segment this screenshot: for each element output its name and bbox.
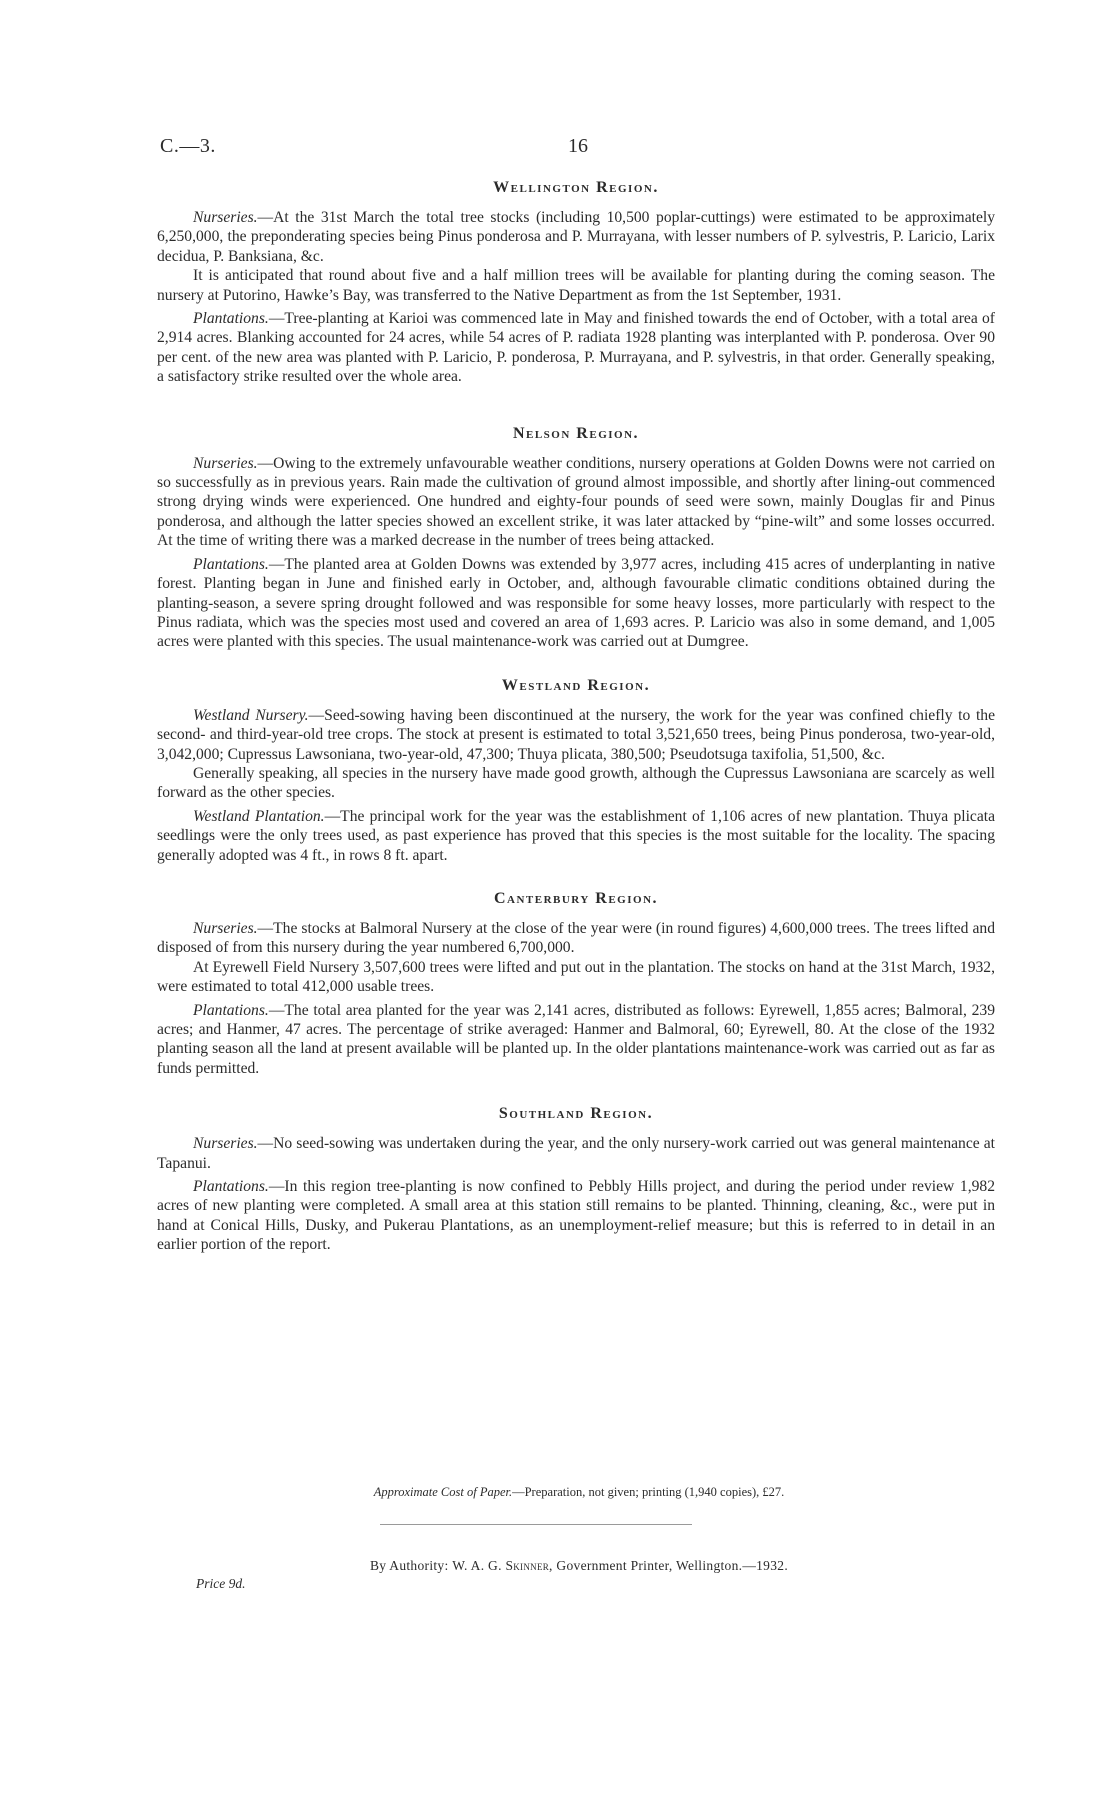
region-title: Wellington Region. (493, 179, 659, 196)
paragraph (157, 807, 995, 865)
region-title: Westland Region. (501, 676, 651, 694)
paragraph-text: At Eyrewell Field Nursery 3,507,600 trees were lifted and put out in the plantation. The stocks on hand at the 31st March, 1932, were estimated to total 412,000 usable trees. (157, 958, 995, 996)
paragraph-text: —At the 31st March the total tree stocks (including 10,500 poplar-cuttings) were estimated to be approximately 6,250,000, the preponderating species being Pinus ponderosa and P. Murrayana, with lesser numbers of P. sylvestris, P. Laricio, Larix decidua, P. Banksiana, &c. (157, 209, 995, 265)
paragraph-lead: Plantations. (193, 1001, 269, 1019)
paragraph (157, 208, 995, 266)
page-number: 16 (568, 135, 588, 157)
cost-label: Approximate Cost of Paper. (373, 1485, 513, 1499)
paragraph (157, 764, 995, 803)
cost-text: —Preparation, not given; printing (1,940 copies), £27. (512, 1485, 785, 1499)
paragraph (157, 309, 995, 387)
page-header (160, 135, 1000, 165)
paragraph-lead: Westland Plantation. (193, 807, 325, 825)
paragraph (157, 919, 995, 958)
paragraph-text: —Seed-sowing having been discontinued at the nursery, the work for the year was confined chiefly to the second- and third-year-old tree crops. The stock at present is estimated to total 3,521,650 trees, being Pinus ponderosa, two-year-old, 3,042,000; Cupressus Lawsoniana, two-year-old, 47,300; Thuya plicata, 380,500; Pseudotsuga taxifolia, 51,500, &c. (157, 706, 995, 763)
paragraph-lead: Nurseries. (193, 209, 258, 226)
document-reference: C.—3. (160, 135, 216, 157)
paragraph-text: —In this region tree-planting is now confined to Pebbly Hills project, and during the period under review 1,982 acres of new planting were completed. A small area at this station still remains to be planted. Thinning, cleaning, &c., were put in hand at Conical Hills, Dusky, and Pukerau Plantations, as an unemployment-relief measure; but this is referred to in detail in an earlier portion of the report. (157, 1178, 995, 1254)
paragraph-text: —The planted area at Golden Downs was extended by 3,977 acres, including 415 acres of underplanting in native forest. Planting began in June and finished early in October, and, although favourable climatic conditions obtained during the planting-season, a severe spring drought followed and was responsible for some heavy losses, more particularly with respect to the Pinus radiata, which was the species most used and covered an area of 1,693 acres. P. Laricio was also in some demand, and 1,005 acres were planted with this species. The usual maintenance-work was carried out at Dumgree. (157, 555, 995, 651)
paragraph-text: Generally speaking, all species in the nursery have made good growth, although the Cupressus Lawsoniana are scarcely as well forward as the other species. (157, 764, 995, 802)
printer-name: W. A. G. Skinner, (452, 1558, 553, 1573)
region-title: Canterbury Region. (493, 889, 659, 907)
paragraph (157, 266, 995, 305)
paragraph-lead: Nurseries. (193, 919, 258, 937)
paragraph (157, 1134, 995, 1173)
footer-divider (380, 1524, 692, 1525)
authority-suffix: Government Printer, Wellington.—1932. (556, 1558, 788, 1573)
region-wellington (157, 178, 995, 387)
printer-authority (160, 1558, 998, 1574)
paragraph-text: —The total area planted for the year was 2,141 acres, distributed as follows: Eyrewell, 1,855 acres; Balmoral, 239 acres; and Hanmer, 47 acres. The percentage of strike averaged: Hanmer and Balmoral, 60; Eyrewell, 80. At the close of the 1932 planting season all the land at present available will be planted up. In the older plantations maintenance-work was carried out as far as funds permitted. (157, 1001, 995, 1077)
paragraph (157, 555, 995, 652)
authority-prefix: By Authority: (370, 1558, 449, 1573)
cost-note (160, 1485, 998, 1500)
paragraph-lead: Plantations. (193, 555, 269, 573)
paragraph (157, 1177, 995, 1255)
paragraph (157, 958, 995, 997)
paragraph-text: —Owing to the extremely unfavourable weather conditions, nursery operations at Golden Downs were not carried on so successfully as in previous years. Rain made the cultivation of ground almost impossible, and shortly after lining-out commenced strong drying winds were experienced. One hundred and eighty-four pounds of seed were sown, mainly Douglas fir and Pinus ponderosa, and although the latter species showed an excellent strike, it was later attacked by “pine-wilt” and some losses occurred. At the time of writing there was a marked decrease in the number of trees being attacked. (157, 454, 995, 550)
paragraph-text: —The principal work for the year was the establishment of 1,106 acres of new plantation. Thuya plicata seedlings were the only trees used, as past experience has proved that this species is the most suitable for the locality. The spacing generally adopted was 4 ft., in rows 8 ft. apart. (157, 807, 995, 864)
region-westland (157, 676, 995, 865)
paragraph-lead: Westland Nursery. (193, 706, 309, 724)
paragraph-lead: Plantations. (193, 1178, 269, 1196)
paragraph (157, 706, 995, 764)
paragraph-text: It is anticipated that round about five and a half million trees will be available for planting during the coming season. The nursery at Putorino, Hawke’s Bay, was transferred to the Native Department as from the 1st September, 1931. (157, 267, 995, 304)
region-title: Southland Region. (498, 1105, 654, 1123)
paragraph-text: —No seed-sowing was undertaken during the year, and the only nursery-work carried out was general maintenance at Tapanui. (157, 1135, 995, 1172)
paragraph (157, 454, 995, 551)
paragraph-lead: Nurseries. (193, 1135, 258, 1153)
price-label: Price 9d. (196, 1576, 246, 1591)
region-canterbury (157, 889, 995, 1078)
paragraph (157, 1001, 995, 1079)
paragraph-text: —The stocks at Balmoral Nursery at the close of the year were (in round figures) 4,600,000 trees. The trees lifted and disposed of from this nursery during the year numbered 6,700,000. (157, 919, 995, 957)
paragraph-text: —Tree-planting at Karioi was commenced late in May and finished towards the end of October, with a total area of 2,914 acres. Blanking accounted for 24 acres, while 54 acres of P. radiata 1928 planting was interplanted with P. ponderosa. Over 90 per cent. of the new area was planted with P. Laricio, P. ponderosa, P. Murrayana, and P. sylvestris, in that order. Generally speaking, a satisfactory strike resulted over the whole area. (157, 310, 995, 386)
paragraph-lead: Plantations. (193, 310, 269, 328)
region-nelson (157, 424, 995, 652)
region-southland (157, 1104, 995, 1254)
main-content (157, 178, 995, 1255)
paragraph-lead: Nurseries. (193, 454, 258, 472)
region-title: Nelson Region. (512, 424, 640, 442)
